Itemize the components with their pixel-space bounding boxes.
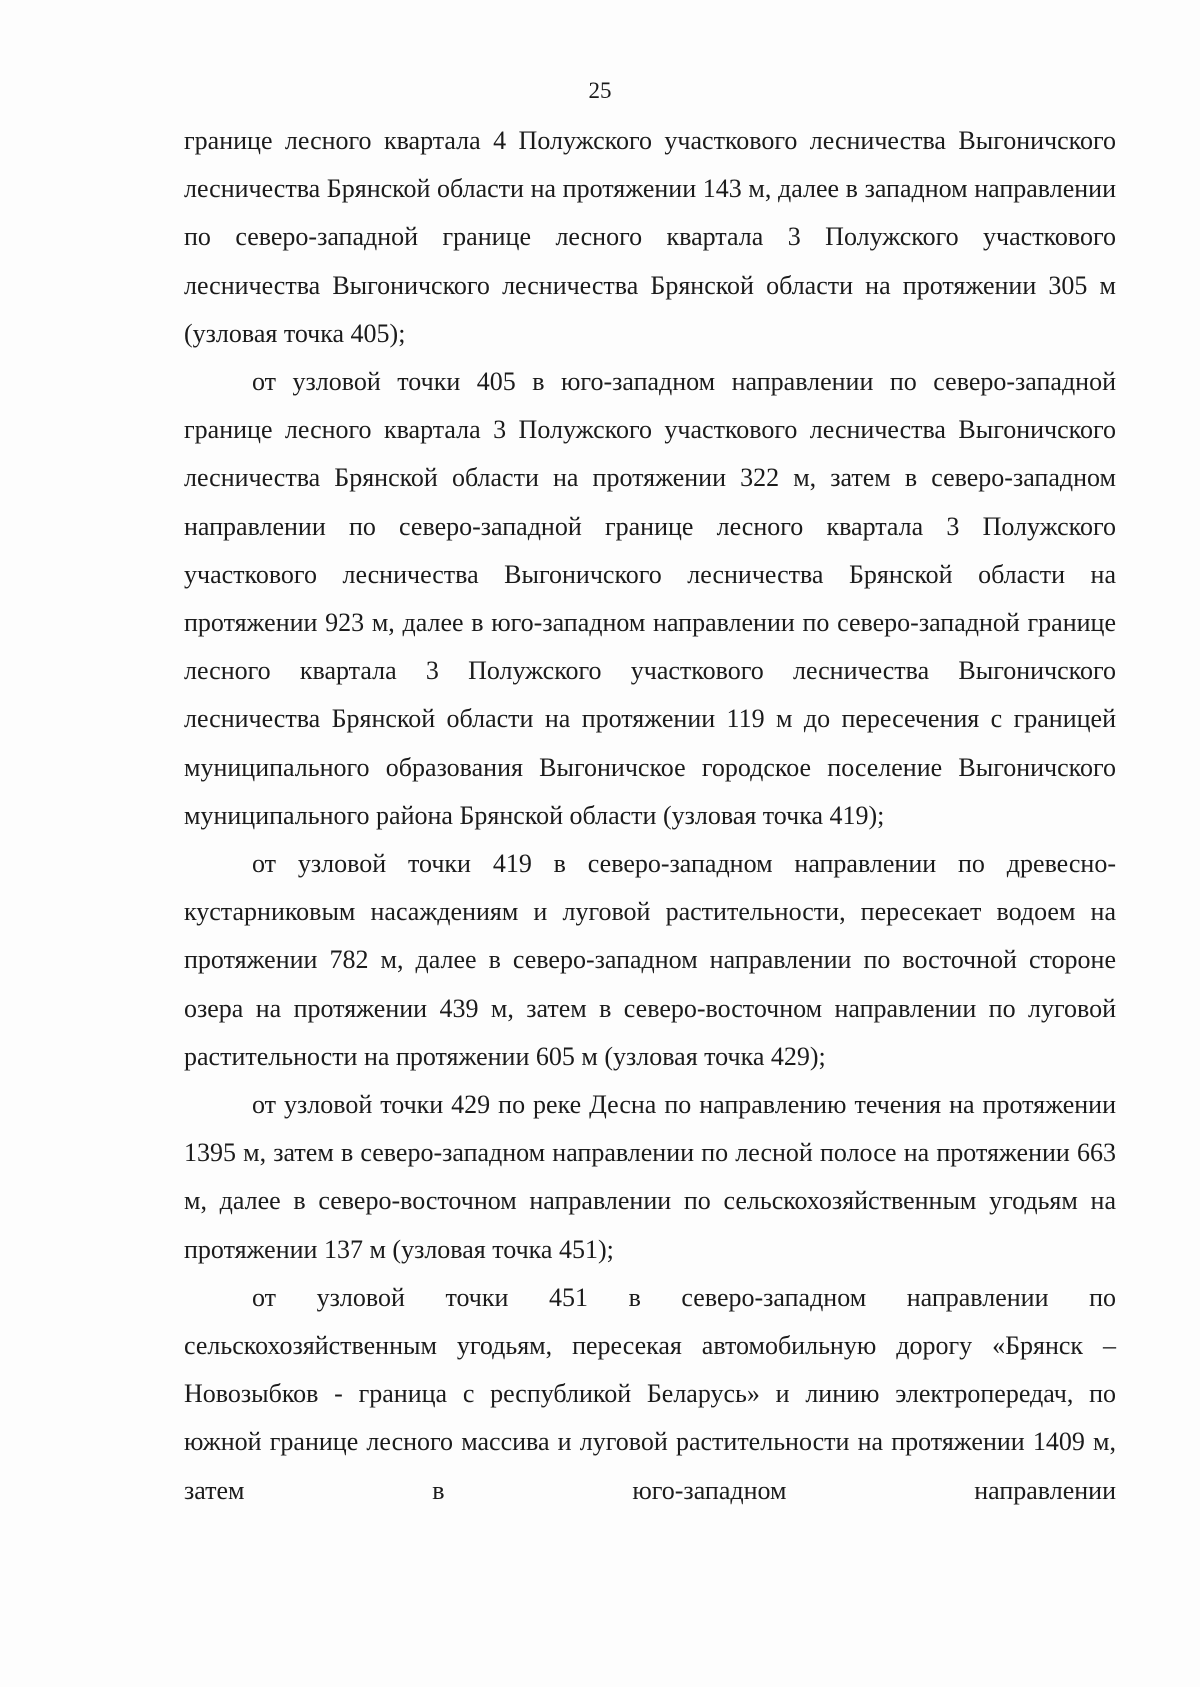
page-number: 25 <box>588 78 612 103</box>
paragraph-node-429: от узловой точки 429 по реке Десна по направлению течения на протяжении 1395 м, затем в северо-западном направлении по лесной полосе на протяжении 663 м, далее в северо-восточном направлении по сельскохозяйственным угодьям на протяжении 137 м (узловая точка 451); <box>184 1090 1116 1264</box>
document-body <box>184 117 1116 1515</box>
paragraph-continuation: границе лесного квартала 4 Полужского участкового лесничества Выгоничского лесничества Брянской области на протяжении 143 м, далее в западном направлении по северо-западной границе лесного квартала 3 Полужского участкового лесничества Выгоничского лесничества Брянской области на протяжении 305 м (узловая точка 405); <box>184 126 1116 348</box>
paragraph-node-419: от узловой точки 419 в северо-западном направлении по древесно-кустарниковым насаждениям и луговой растительности, пересекает водоем на протяжении 782 м, далее в северо-западном направлении по восточной стороне озера на протяжении 439 м, затем в северо-восточном направлении по луговой растительности на протяжении 605 м (узловая точка 429); <box>184 849 1116 1071</box>
paragraph-node-405: от узловой точки 405 в юго-западном направлении по северо-западной границе лесного квартала 3 Полужского участкового лесничества Выгоничского лесничества Брянской области на протяжении 322 м, затем в северо-западном направлении по северо-западной границе лесного квартала 3 Полужского участкового лесничества Выгоничского лесничества Брянской области на протяжении 923 м, далее в юго-западном направлении по северо-западной границе лесного квартала 3 Полужского участкового лесничества Выгоничского лесничества Брянской области на протяжении 119 м до пересечения с границей муниципального образования Выгоничское городское поселение Выгоничского муниципального района Брянской области (узловая точка 419); <box>184 367 1116 830</box>
paragraph-node-451: от узловой точки 451 в северо-западном направлении по сельскохозяйственным угодьям, пересекая автомобильную дорогу «Брянск – Новозыбков - граница с республикой Беларусь» и линию электропередач, по южной границе лесного массива и луговой растительности на протяжении 1409 м, затем в юго-западном направлении <box>184 1282 1116 1505</box>
